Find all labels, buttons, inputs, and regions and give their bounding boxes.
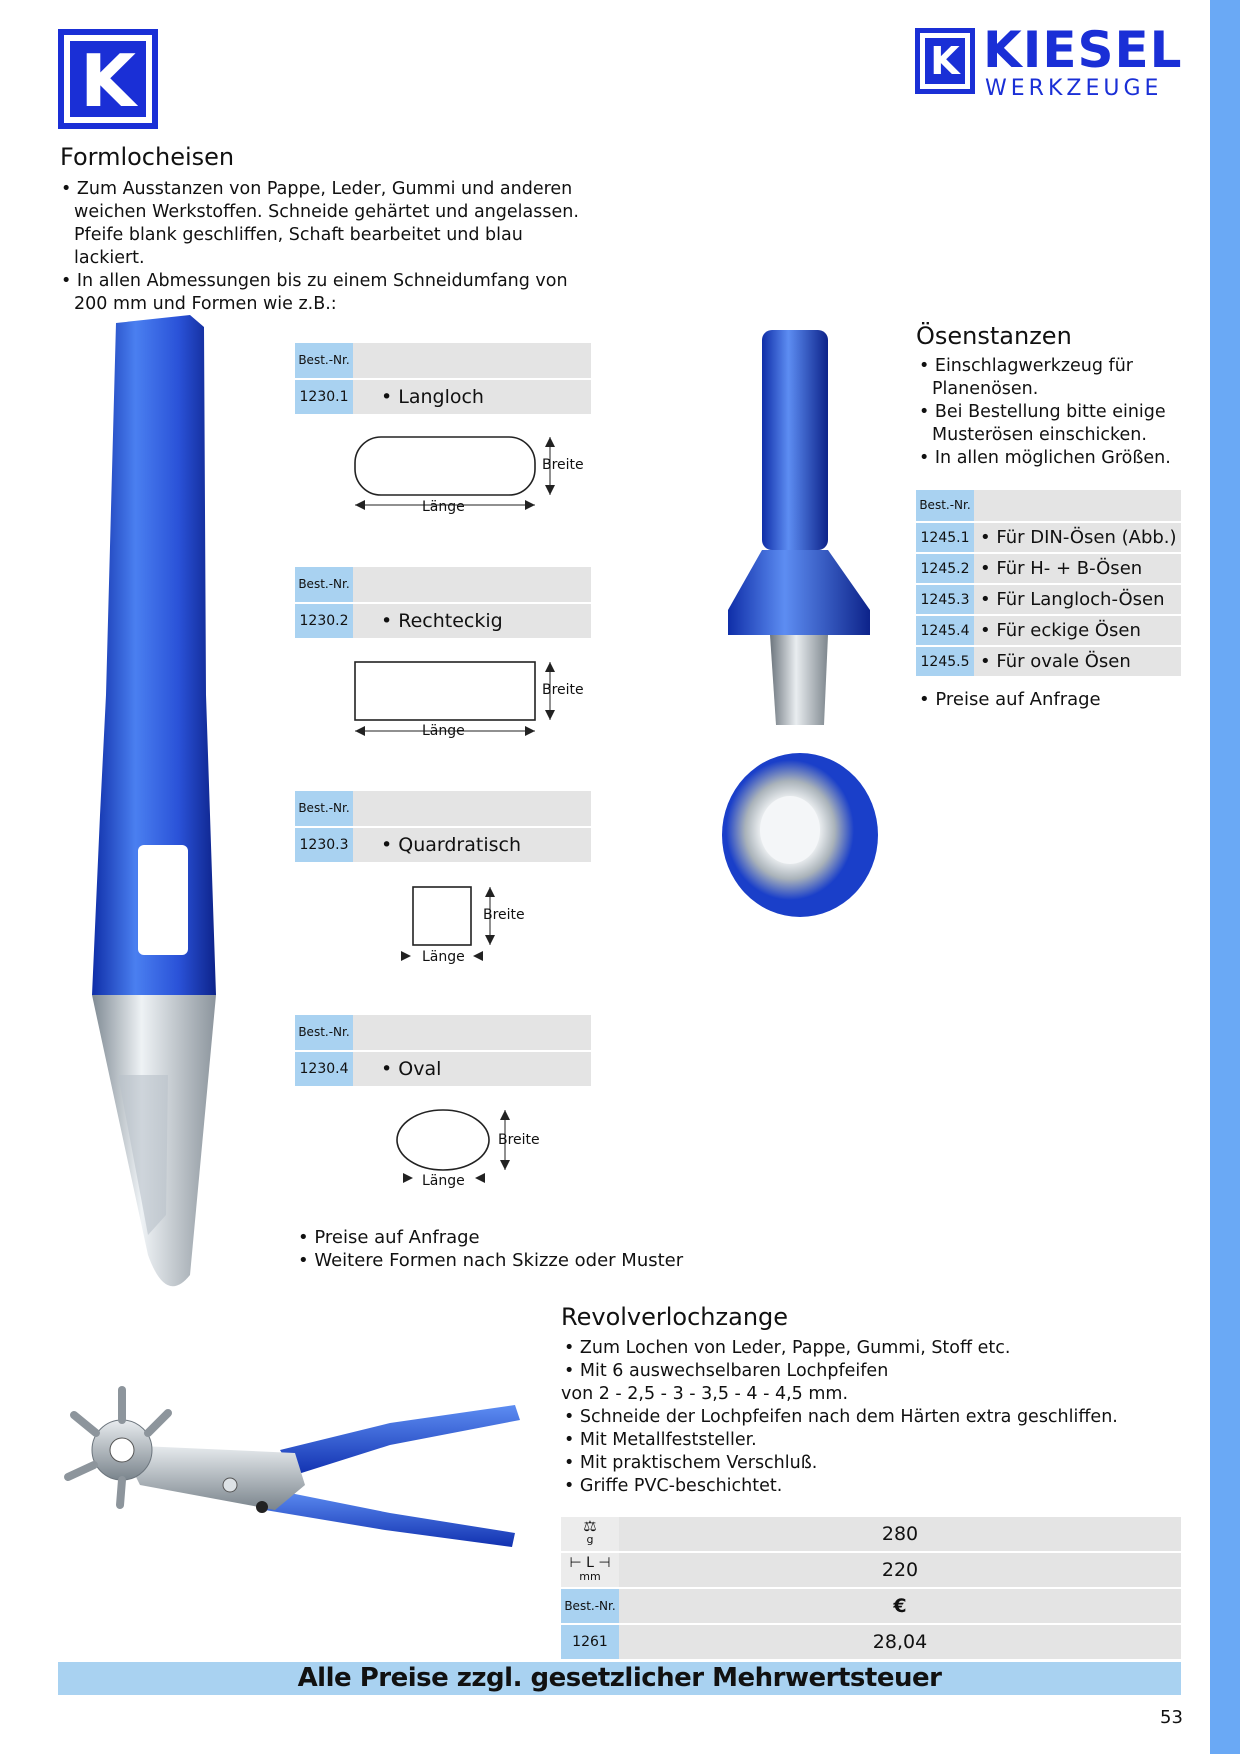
oesenstanzen-bullets xyxy=(916,355,1186,470)
length-row: ⊢ L ⊣ mm 220 xyxy=(561,1553,1181,1587)
bullet: • Zum Lochen von Leder, Pappe, Gummi, Stoff etc. xyxy=(561,1337,1181,1360)
note: • Weitere Formen nach Skizze oder Muster xyxy=(295,1249,715,1272)
kiesel-logo: K KIESEL WERKZEUGE xyxy=(915,28,1185,106)
bullet: • Bei Bestellung bitte einige Musterösen einschicken. xyxy=(916,401,1186,447)
formlocheisen-bullets xyxy=(58,178,598,316)
dim-length-label: Länge xyxy=(422,1173,465,1189)
formlocheisen-notes xyxy=(295,1226,715,1272)
scale-icon: ⚖ g xyxy=(561,1517,619,1551)
bullet: • Zum Ausstanzen von Pappe, Leder, Gummi und anderen weichen Werkstoffen. Schneide gehärtet und angelassen. Pfeife blank geschliffen, Schaft bearbeitet und blau lackiert. xyxy=(58,178,598,270)
dim-width-label: Breite xyxy=(542,457,584,473)
note: • Preise auf Anfrage xyxy=(295,1226,715,1249)
weight-row: ⚖ g 280 xyxy=(561,1517,1181,1551)
punch-tool-image xyxy=(78,315,238,1295)
page-number: 53 xyxy=(1160,1707,1183,1728)
order-table-1230-1: Best.-Nr. 1230.1 • Langloch xyxy=(295,343,591,414)
oesenstanzen-title: Ösenstanzen xyxy=(916,322,1072,350)
bullet: • In allen Abmessungen bis zu einem Schneidumfang von 200 mm und Formen wie z.B.: xyxy=(58,270,598,316)
price-row: 1261 28,04 xyxy=(561,1625,1181,1659)
bullet: • Mit Metallfeststeller. xyxy=(561,1429,1181,1452)
dim-width-label: Breite xyxy=(498,1132,540,1148)
dim-length-label: Länge xyxy=(422,723,465,739)
bullet: • Griffe PVC-beschichtet. xyxy=(561,1475,1181,1498)
order-table-1230-2: Best.-Nr. 1230.2 • Rechteckig xyxy=(295,567,591,638)
side-stripe xyxy=(1210,0,1240,1754)
revolver-title: Revolverlochzange xyxy=(561,1303,789,1331)
vat-footer: Alle Preise zzgl. gesetzlicher Mehrwertsteuer xyxy=(58,1662,1181,1695)
dim-width-label: Breite xyxy=(483,907,525,923)
revolver-bullets xyxy=(561,1337,1181,1498)
order-table-1230-3: Best.-Nr. 1230.3 • Quardratisch xyxy=(295,791,591,862)
bullet: • Schneide der Lochpfeifen nach dem Härten extra geschliffen. xyxy=(561,1406,1181,1429)
dim-length-label: Länge xyxy=(422,949,465,965)
bullet: • In allen möglichen Größen. xyxy=(916,447,1186,470)
eyelet-punch-image xyxy=(690,325,890,930)
sizes-line: von 2 - 2,5 - 3 - 3,5 - 4 - 4,5 mm. xyxy=(561,1384,849,1404)
revolver-table xyxy=(561,1517,1181,1661)
oesenstanzen-note: • Preise auf Anfrage xyxy=(916,688,1176,711)
order-table-1230-4: Best.-Nr. 1230.4 • Oval xyxy=(295,1015,591,1086)
dim-length-label: Länge xyxy=(422,499,465,515)
k-logo: K xyxy=(58,29,158,129)
bullet: • Mit praktischem Verschluß. xyxy=(561,1452,1181,1475)
formlocheisen-title: Formlocheisen xyxy=(60,143,235,171)
revolver-pliers-image xyxy=(60,1385,530,1560)
oesenstanzen-table: Best.-Nr. 1245.1 • Für DIN-Ösen (Abb.) 1245.2 • Für H- + B-Ösen 1245.3 • Für Langloch-Ösen 1245.4 • Für eckige Ösen 1245.5 • Für ovale Ösen xyxy=(916,490,1181,676)
header-row: Best.-Nr. € xyxy=(561,1589,1181,1623)
bullet: • Einschlagwerkzeug für Planenösen. xyxy=(916,355,1186,401)
dim-width-label: Breite xyxy=(542,682,584,698)
length-icon: ⊢ L ⊣ mm xyxy=(561,1553,619,1587)
bullet: • Mit 6 auswechselbaren Lochpfeifen xyxy=(561,1360,1181,1383)
